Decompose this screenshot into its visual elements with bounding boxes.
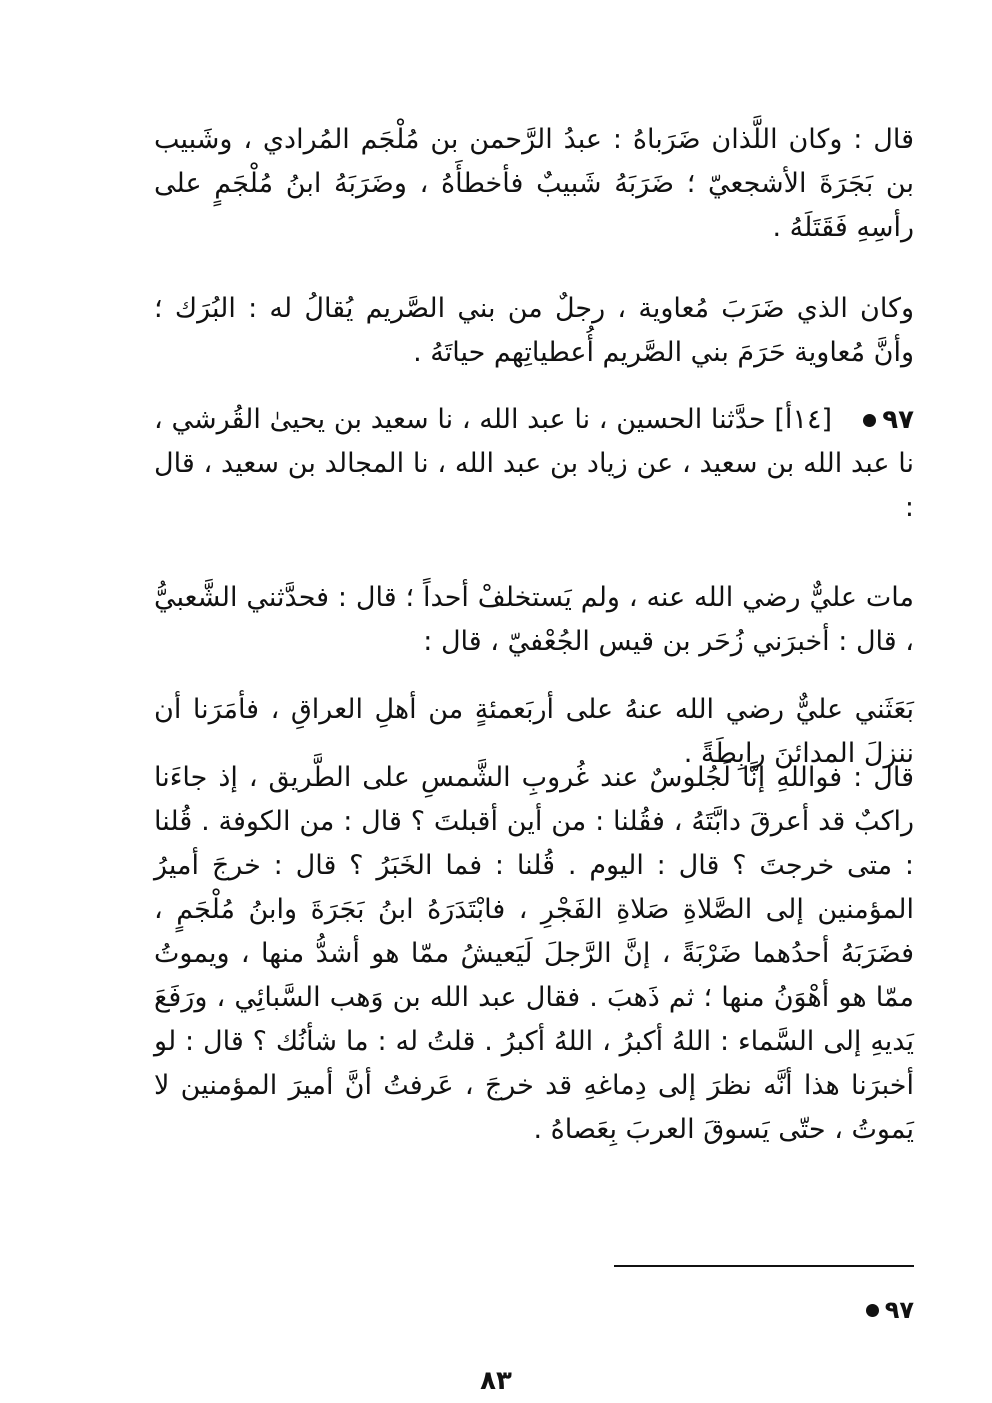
hadith-isnad: [١٤أ] حدَّثنا الحسين ، نا عبد الله ، نا سعيد بن يحيىٰ القُرشي ، نا عبد الله بن سعيد ، عن زياد بن عبد الله ، نا المجالد بن سعيد ، قال : bbox=[154, 404, 914, 523]
paragraph-rider-news: قال : فواللهِ إنَّا لَجُلوسٌ عند غُروبِ الشَّمسِ على الطَّريق ، إذ جاءَنا راكبٌ قد أعرقَ دابَّتَهُ ، فقُلنا : من أين أقبلتَ ؟ قال : من الكوفة . قُلنا : متى خرجتَ ؟ قال : اليوم . قُلنا : فما الخَبَرُ ؟ قال : خرجَ أميرُ المؤمنين إلى الصَّلاةِ صَلاةِ الفَجْرِ ، فابْتَدَرَهُ ابنُ بَجَرَةَ وابنُ مُلْجَمٍ ، فضَرَبَهُ أحدُهما ضَرْبَةً ، إنَّ الرَّجلَ لَيَعيشُ ممّا هو أشدُّ منها ، ويموتُ ممّا هو أهْوَنُ منها ؛ ثم ذَهبَ . فقال عبد الله بن وَهب السَّبائِي ، ورَفَعَ يَديهِ إلى السَّماء : اللهُ أكبرُ ، اللهُ أكبرُ . قلتُ له : ما شأنُك ؟ قال : لو أخبرَنا هذا أنَّه نظرَ إلى دِماغهِ قد خرجَ ، عَرفتُ أنَّ أميرَ المؤمنين لا يَموتُ ، حتّى يَسوقَ العربَ بِعَصاهُ . bbox=[154, 762, 914, 1145]
hadith-number: ٩٧ bbox=[882, 405, 914, 435]
paragraph-ali-death: مات عليٌّ رضي الله عنه ، ولم يَستخلفْ أحداً ؛ قال : فحدَّثني الشَّعبيُّ ، قال : أخبرَني زُحَر بن قيس الجُعْفيّ ، قال : bbox=[154, 582, 914, 657]
hadith-marker bbox=[863, 398, 914, 442]
footnote-number: ٩٧ bbox=[884, 1296, 914, 1324]
footnote-bullet-icon bbox=[866, 1304, 879, 1317]
footnote-divider bbox=[614, 1265, 914, 1267]
paragraph-muawiya-attacker: وكان الذي ضَرَبَ مُعاوية ، رجلٌ من بني الصَّريم يُقالُ له : البُرَك ؛ وأنَّ مُعاوية حَرَمَ بني الصَّريم أُعطياتِهم حياتَهُ . bbox=[154, 293, 914, 368]
footnote bbox=[866, 1296, 914, 1324]
hadith-97 bbox=[154, 398, 914, 530]
paragraph-narration-killers: قال : وكان اللَّذان ضَرَباهُ : عبدُ الرَّحمن بن مُلْجَم المُرادي ، وشَبيب بن بَجَرَةَ الأشجعيّ ؛ ضَرَبَهُ شَبيبٌ فأخطأَهُ ، وضَرَبَهُ ابنُ مُلْجَمٍ على رأسِهِ فَقَتَلَهُ . bbox=[154, 124, 914, 243]
paragraph-ali-sent: بَعَثَني عليٌّ رضي الله عنهُ على أربَعمئةٍ من أهلِ العراقِ ، فأمَرَنا أن ننزلَ المدائنَ رابِطَةً . bbox=[154, 694, 914, 769]
page-number: ٨٣ bbox=[480, 1366, 512, 1396]
bullet-dot-icon bbox=[863, 414, 876, 427]
